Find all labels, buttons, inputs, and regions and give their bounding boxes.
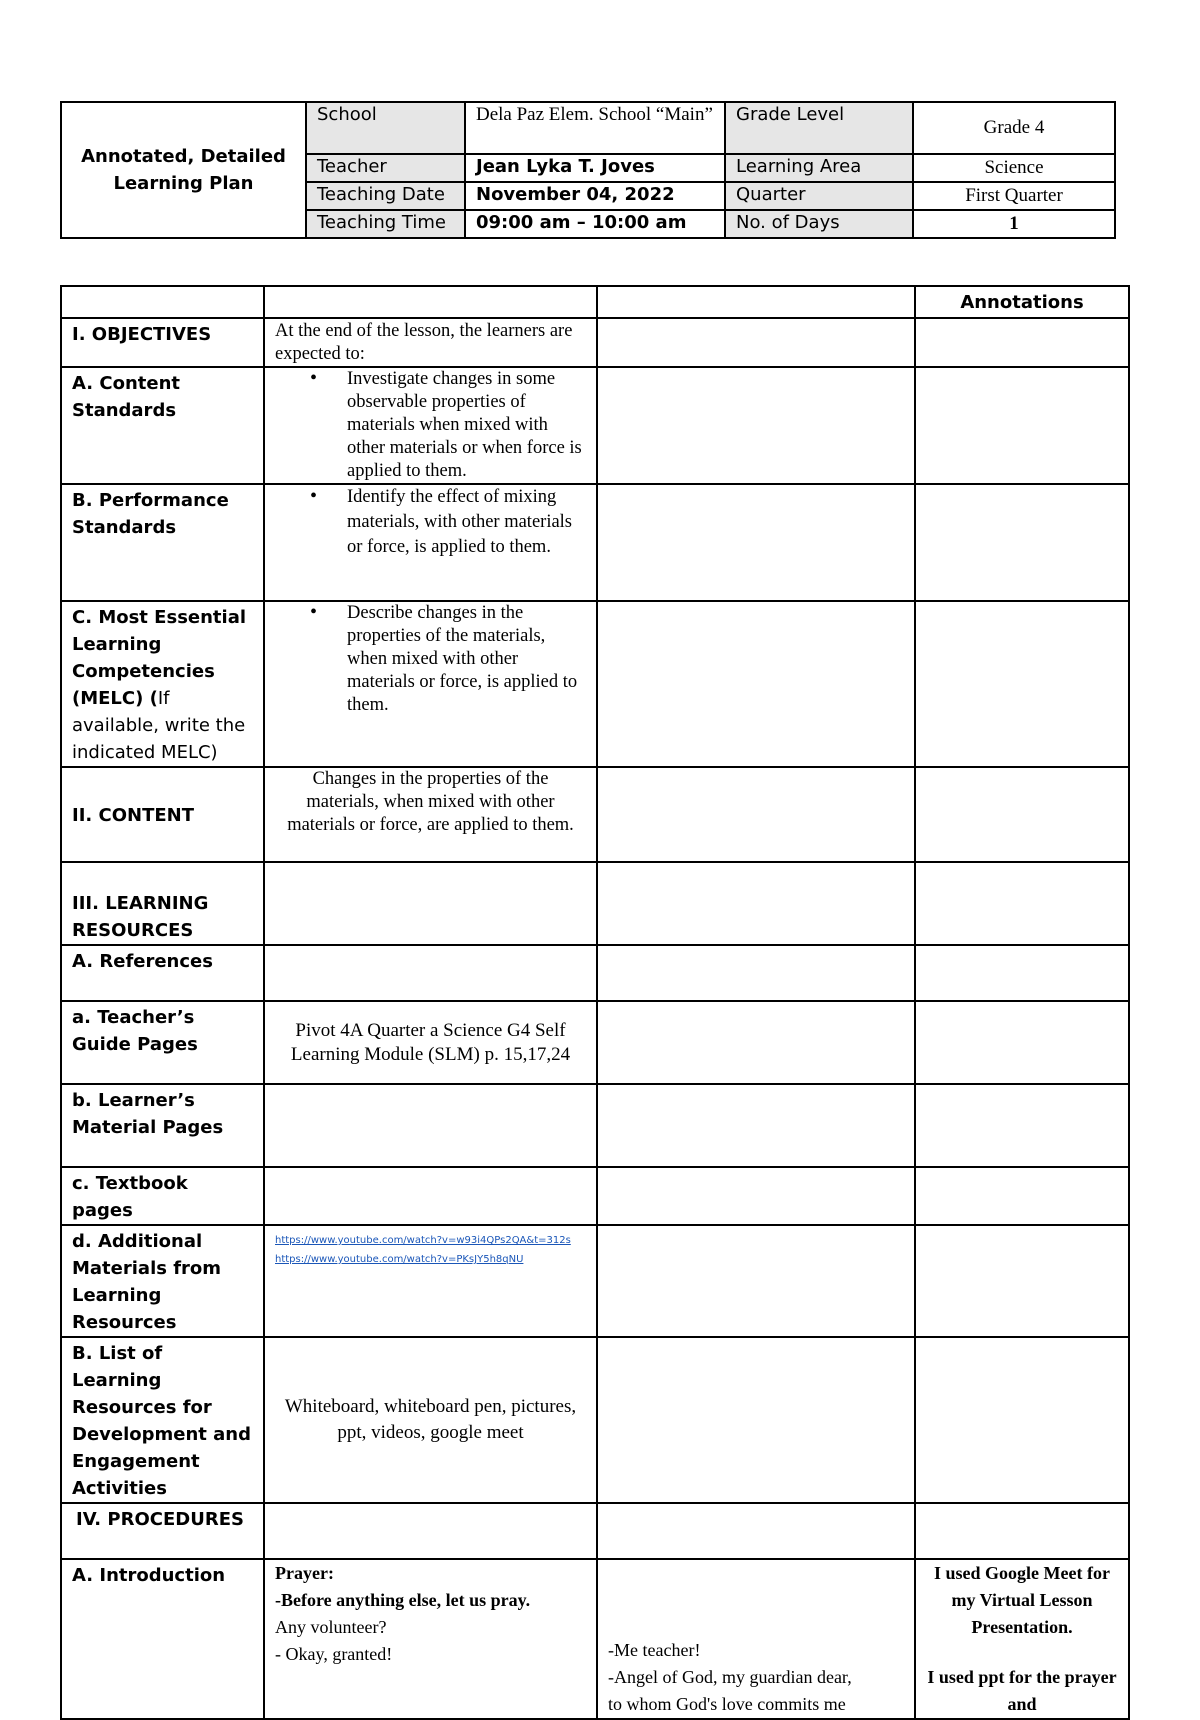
objectives-text: At the end of the lesson, the learners are expected to:: [264, 318, 597, 367]
performance-standards-cell: [264, 484, 597, 601]
melc-label-bold: C. Most Essential Learning Competencies (MELC) (: [72, 607, 247, 709]
teaching-time-label: Teaching Time: [306, 210, 465, 238]
lesson-plan-header-table: [60, 101, 1116, 239]
list-resources-text: Whiteboard, whiteboard pen, pictures, ppt, videos, google meet: [264, 1337, 597, 1503]
procedures-cell-3: [597, 1503, 915, 1559]
additional-materials-links-cell: [264, 1225, 597, 1337]
performance-standards-student-cell: [597, 484, 915, 601]
textbook-label: c. Textbook pages: [61, 1167, 264, 1225]
content-label: II. CONTENT: [61, 767, 264, 862]
learners-material-cell-2: [264, 1084, 597, 1167]
teachers-guide-cell-4: [915, 1001, 1129, 1084]
performance-standards-text: • Identify the effect of mixing materials, with other materials or force, is applied to them.: [347, 485, 586, 560]
learners-material-cell-4: [915, 1084, 1129, 1167]
content-standards-label: A. Content Standards: [61, 367, 264, 484]
quarter-label: Quarter: [725, 182, 913, 210]
learning-resources-cell-3: [597, 862, 915, 945]
learning-area-label: Learning Area: [725, 154, 913, 182]
learning-resources-cell-2: [264, 862, 597, 945]
school-label: School: [306, 102, 465, 154]
lesson-plan-body-table: [60, 285, 1130, 1720]
teaching-date-label: Teaching Date: [306, 182, 465, 210]
content-student-cell: [597, 767, 915, 862]
additional-materials-cell-3: [597, 1225, 915, 1337]
list-resources-label: B. List of Learning Resources for Development and Engagement Activities: [61, 1337, 264, 1503]
introduction-student-cell: [597, 1559, 915, 1719]
learners-material-cell-3: [597, 1084, 915, 1167]
header-blank-3: [597, 286, 915, 318]
content-standards-student-cell: [597, 367, 915, 484]
header-blank-2: [264, 286, 597, 318]
learning-resources-cell-4: [915, 862, 1129, 945]
melc-label-normal: If available, write the indicated MELC): [72, 688, 246, 763]
learning-area-value: Science: [913, 154, 1115, 182]
melc-annotation-cell: [915, 601, 1129, 767]
youtube-link-1[interactable]: https://www.youtube.com/watch?v=w93i4QPs2QA&t=312s: [275, 1235, 571, 1246]
teachers-guide-label: a. Teacher’s Guide Pages: [61, 1001, 264, 1084]
melc-text: • Describe changes in the properties of the materials, when mixed with other materials or force, is applied to them.: [347, 602, 586, 717]
intro-prayer: Prayer:: [275, 1563, 334, 1583]
additional-materials-cell-4: [915, 1225, 1129, 1337]
intro-line-1: -Before anything else, let us pray.: [275, 1590, 531, 1610]
content-annotation-cell: [915, 767, 1129, 862]
header-blank-1: [61, 286, 264, 318]
student-line-3: to whom God's love commits me: [608, 1694, 846, 1714]
grade-level-value: Grade 4: [913, 102, 1115, 154]
quarter-value: First Quarter: [913, 182, 1115, 210]
introduction-annotation-cell: [915, 1559, 1129, 1719]
melc-label: [61, 601, 264, 767]
teacher-label: Teacher: [306, 154, 465, 182]
additional-materials-label: d. Additional Materials from Learning Resources: [61, 1225, 264, 1337]
references-cell-4: [915, 945, 1129, 1001]
youtube-link-2[interactable]: https://www.youtube.com/watch?v=PKsJY5h8qNU: [275, 1254, 524, 1265]
teaching-time-value: 09:00 am – 10:00 am: [465, 210, 725, 238]
school-value: Dela Paz Elem. School “Main”: [465, 102, 725, 154]
introduction-label: A. Introduction: [61, 1559, 264, 1719]
teachers-guide-text: Pivot 4A Quarter a Science G4 Self Learning Module (SLM) p. 15,17,24: [264, 1001, 597, 1084]
content-standards-text: • Investigate changes in some observable properties of materials when mixed with other materials or when force is applied to them.: [347, 368, 586, 483]
content-standards-annotation-cell: [915, 367, 1129, 484]
textbook-cell-4: [915, 1167, 1129, 1225]
teachers-guide-cell-3: [597, 1001, 915, 1084]
references-cell-2: [264, 945, 597, 1001]
textbook-cell-2: [264, 1167, 597, 1225]
annotation-ppt: I used ppt for the prayer and: [927, 1667, 1117, 1714]
procedures-label: IV. PROCEDURES: [61, 1503, 264, 1559]
objectives-label: I. OBJECTIVES: [61, 318, 264, 367]
performance-standards-label: B. Performance Standards: [61, 484, 264, 601]
annotations-header: Annotations: [915, 286, 1129, 318]
learners-material-label: b. Learner’s Material Pages: [61, 1084, 264, 1167]
melc-cell: [264, 601, 597, 767]
references-label: A. References: [61, 945, 264, 1001]
grade-level-label: Grade Level: [725, 102, 913, 154]
student-line-1: -Me teacher!: [608, 1640, 701, 1660]
teaching-date-value: November 04, 2022: [465, 182, 725, 210]
performance-standards-annotation-cell: [915, 484, 1129, 601]
plan-title: Annotated, Detailed Learning Plan: [61, 102, 306, 238]
teacher-value: Jean Lyka T. Joves: [465, 154, 725, 182]
objectives-annotation-cell: [915, 318, 1129, 367]
procedures-cell-4: [915, 1503, 1129, 1559]
textbook-cell-3: [597, 1167, 915, 1225]
introduction-teacher-cell: [264, 1559, 597, 1719]
learning-resources-label: III. LEARNING RESOURCES: [61, 862, 264, 945]
list-resources-cell-3: [597, 1337, 915, 1503]
intro-line-2: Any volunteer?: [275, 1617, 387, 1637]
references-cell-3: [597, 945, 915, 1001]
days-label: No. of Days: [725, 210, 913, 238]
content-standards-cell: [264, 367, 597, 484]
objectives-student-cell: [597, 318, 915, 367]
list-resources-cell-4: [915, 1337, 1129, 1503]
student-line-2: -Angel of God, my guardian dear,: [608, 1667, 852, 1687]
annotation-google-meet: I used Google Meet for my Virtual Lesson Presentation.: [934, 1563, 1110, 1637]
days-value: 1: [913, 210, 1115, 238]
procedures-cell-2: [264, 1503, 597, 1559]
intro-line-3: - Okay, granted!: [275, 1644, 393, 1664]
content-text: Changes in the properties of the materials, when mixed with other materials or force, are applied to them.: [264, 767, 597, 862]
melc-student-cell: [597, 601, 915, 767]
